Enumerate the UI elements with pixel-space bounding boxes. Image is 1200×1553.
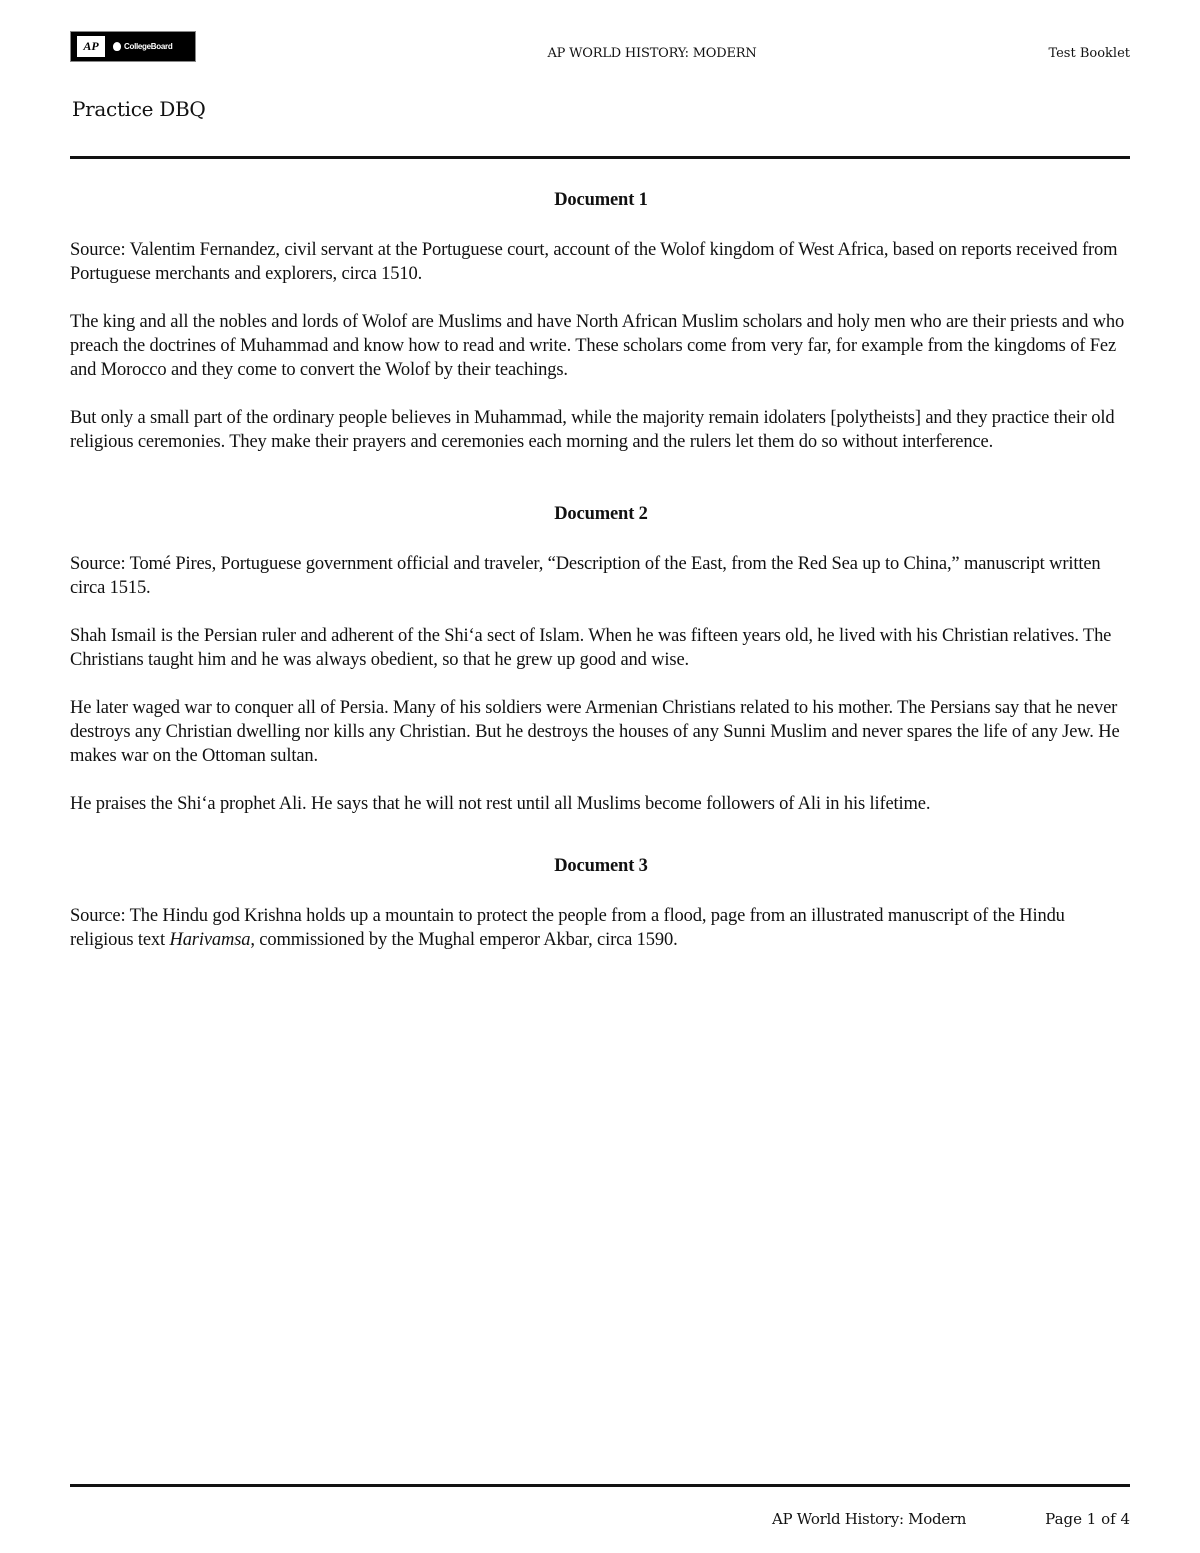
document-2-paragraph: Shah Ismail is the Persian ruler and adherent of the Shi‘a sect of Islam. When he was fifteen years old, he lived with his Christian relatives. The Christians taught him and he was always obedient, so that he grew up good and wise. xyxy=(70,626,1112,670)
footer-course-name: AP World History: Modern xyxy=(772,1510,967,1528)
document-2-paragraph: He praises the Shi‘a prophet Ali. He says that he will not rest until all Muslims become followers of Ali in his lifetime. xyxy=(70,794,931,814)
document-3-source-title: Harivamsa xyxy=(169,930,251,950)
header-booklet-label: Test Booklet xyxy=(1048,46,1130,61)
collegeboard-label: CollegeBoard xyxy=(124,42,173,51)
document-3-title: Document 3 xyxy=(554,856,648,876)
header-course-title: AP WORLD HISTORY: MODERN xyxy=(547,46,757,61)
document-1-paragraph: The king and all the nobles and lords of Wolof are Muslims and have North African Muslim scholars and holy men who are their priests and who preach the doctrines of Muhammad and know how to read and write. These scholars come from very far, for example from the kingdoms of Fez and Morocco and they come to convert the Wolof by their teachings. xyxy=(70,312,1125,380)
document-2 xyxy=(70,502,1132,816)
document-3-source xyxy=(70,904,1132,952)
document-1-source: Source: Valentim Fernandez, civil servant at the Portuguese court, account of the Wolof kingdom of West Africa, based on reports received from Portuguese merchants and explorers, circa 1510. xyxy=(70,240,1118,284)
document-2-source: Source: Tomé Pires, Portuguese government official and traveler, “Description of the East, from the Red Sea up to China,” manuscript written circa 1515. xyxy=(70,554,1101,598)
document-1-title: Document 1 xyxy=(554,190,648,210)
document-2-title: Document 2 xyxy=(554,504,648,524)
document-2-paragraph: He later waged war to conquer all of Persia. Many of his soldiers were Armenian Christians related to his mother. The Persians say that he never destroys any Christian dwelling nor kills any Christian. But he destroys the houses of any Sunni Muslim and never spares the life of any Jew. He makes war on the Ottoman sultan. xyxy=(70,698,1120,766)
document-3 xyxy=(70,854,1132,952)
header-divider xyxy=(70,156,1130,159)
document-content xyxy=(70,188,1132,1000)
document-3-source-text: , commissioned by the Mughal emperor Akbar, circa 1590. xyxy=(250,930,678,950)
document-3-source-text: Source: The Hindu god Krishna holds up a mountain to protect the people from a flood, page from an illustrated manuscript of the Hindu religious text xyxy=(70,906,1065,950)
ap-logo-mark: AP xyxy=(77,36,105,57)
footer-divider xyxy=(70,1484,1130,1487)
document-1-paragraph: But only a small part of the ordinary people believes in Muhammad, while the majority remain idolaters [polytheists] and they practice their old religious ceremonies. They make their prayers and ceremonies each morning and the rulers let them do so without interference. xyxy=(70,408,1115,452)
page-title: Practice DBQ xyxy=(72,97,206,121)
document-1 xyxy=(70,188,1132,454)
footer-page-number: Page 1 of 4 xyxy=(1045,1510,1130,1528)
